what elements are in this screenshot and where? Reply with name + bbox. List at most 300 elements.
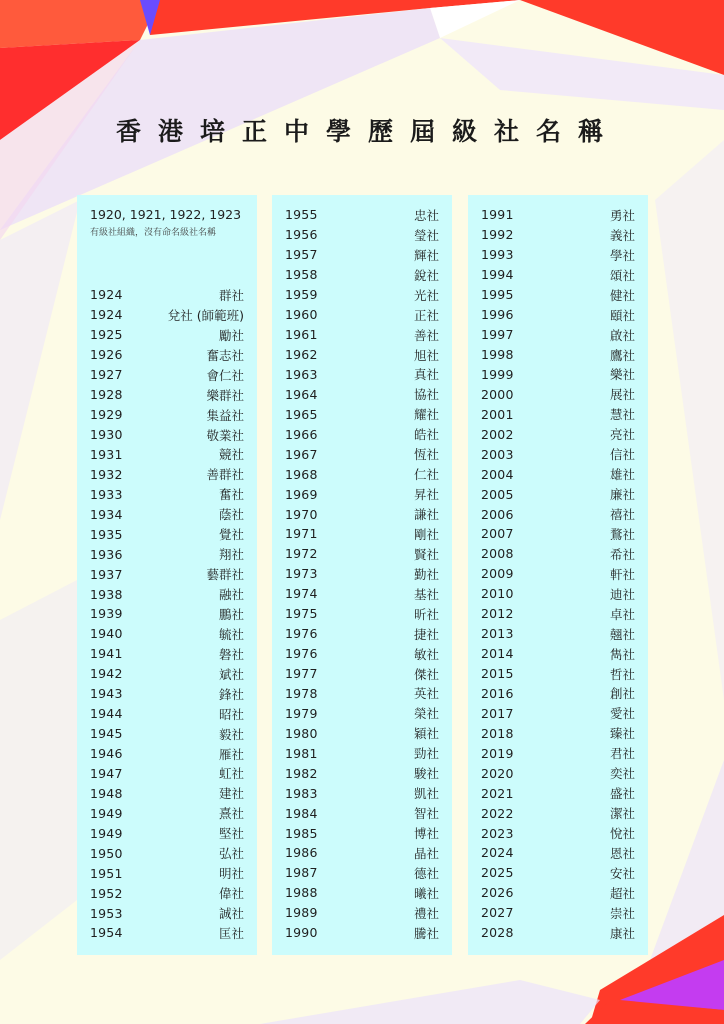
list-item	[90, 823, 244, 843]
list-item	[90, 464, 244, 484]
list-item	[285, 803, 439, 823]
list-item	[285, 883, 439, 903]
class-name: 藝群社	[206, 567, 244, 583]
list-item	[285, 305, 439, 325]
class-year: 1932	[90, 466, 123, 482]
class-name: 信社	[609, 447, 635, 463]
class-name: 競社	[218, 447, 244, 463]
class-name: 敏社	[413, 646, 439, 662]
class-name: 騰社	[413, 925, 439, 941]
list-item	[481, 305, 635, 325]
class-name: 鷹社	[609, 347, 635, 363]
class-name: 廉社	[609, 487, 635, 503]
class-name: 昕社	[413, 606, 439, 622]
class-name: 明社	[218, 866, 244, 882]
list-item	[90, 624, 244, 644]
list-item	[481, 564, 635, 584]
list-item	[90, 325, 244, 345]
class-name: 雋社	[609, 646, 635, 662]
class-name: 博社	[413, 826, 439, 842]
list-item	[90, 863, 244, 883]
list-item	[90, 445, 244, 465]
class-year: 1945	[90, 726, 123, 742]
class-name: 誠社	[218, 906, 244, 922]
class-year: 1949	[90, 805, 123, 821]
list-item	[90, 484, 244, 504]
class-year: 1973	[285, 566, 318, 582]
page-title: 香港培正中學歷屆級社名稱	[115, 117, 620, 146]
list-item	[481, 225, 635, 245]
class-name: 希社	[609, 546, 635, 562]
list-item	[481, 903, 635, 923]
class-year: 1952	[90, 885, 123, 901]
list-item	[285, 903, 439, 923]
column-1	[77, 195, 257, 955]
class-year: 2010	[481, 586, 514, 602]
class-name: 旭社	[413, 347, 439, 363]
class-year: 1985	[285, 825, 318, 841]
class-name: 匡社	[218, 925, 244, 941]
column-2	[272, 195, 452, 955]
class-year: 1944	[90, 706, 123, 722]
class-name: 榮社	[413, 706, 439, 722]
list-item	[285, 703, 439, 723]
class-year: 1992	[481, 227, 514, 243]
list-item	[90, 724, 244, 744]
class-year: 2020	[481, 765, 514, 781]
class-year: 1986	[285, 845, 318, 861]
class-name: 康社	[609, 925, 635, 941]
list-item	[285, 843, 439, 863]
class-name: 磐社	[218, 646, 244, 662]
list-item	[285, 723, 439, 743]
class-name: 銳社	[413, 267, 439, 283]
class-name: 禧社	[609, 507, 635, 523]
class-year: 1964	[285, 386, 318, 402]
class-year: 1978	[285, 685, 318, 701]
list-item	[481, 823, 635, 843]
class-name: 真社	[413, 367, 439, 383]
list-item	[481, 404, 635, 424]
class-year: 1981	[285, 745, 318, 761]
list-item	[481, 664, 635, 684]
list-item	[481, 345, 635, 365]
class-year: 1971	[285, 526, 318, 542]
list-item	[90, 664, 244, 684]
class-year: 1928	[90, 387, 123, 403]
class-name: 軒社	[609, 566, 635, 582]
class-name: 臻社	[609, 726, 635, 742]
class-name: 啟社	[609, 327, 635, 343]
class-name: 崇社	[609, 905, 635, 921]
class-name: 迪社	[609, 586, 635, 602]
class-year: 1951	[90, 865, 123, 881]
class-year: 1933	[90, 486, 123, 502]
list-item	[90, 704, 244, 724]
class-name: 穎社	[413, 726, 439, 742]
class-year: 1995	[481, 287, 514, 303]
class-name: 義社	[609, 227, 635, 243]
class-name: 兌社 (師範班)	[167, 307, 244, 323]
list-item	[285, 345, 439, 365]
class-name: 超社	[609, 885, 635, 901]
list-item	[90, 305, 244, 325]
class-name: 樂社	[609, 367, 635, 383]
class-name: 勤社	[413, 566, 439, 582]
list-item	[481, 684, 635, 704]
class-year: 1935	[90, 526, 123, 542]
list-item	[481, 424, 635, 444]
class-year: 1926	[90, 347, 123, 363]
class-year: 1982	[285, 765, 318, 781]
class-year: 1941	[90, 646, 123, 662]
list-item	[481, 843, 635, 863]
class-name: 堅社	[218, 826, 244, 842]
unnamed-years-heading: 1920, 1921, 1922, 1923	[90, 207, 242, 222]
class-year: 2018	[481, 725, 514, 741]
class-year: 1974	[285, 586, 318, 602]
list-item	[285, 504, 439, 524]
class-year: 2000	[481, 386, 514, 402]
list-item	[285, 664, 439, 684]
class-year: 2024	[481, 845, 514, 861]
class-year: 1977	[285, 666, 318, 682]
list-item	[481, 604, 635, 624]
class-year: 1976	[285, 626, 318, 642]
list-item	[481, 245, 635, 265]
class-name: 斌社	[218, 666, 244, 682]
class-year: 1962	[285, 347, 318, 363]
list-item	[90, 425, 244, 445]
class-year: 1960	[285, 307, 318, 323]
class-year: 2028	[481, 925, 514, 941]
class-list	[481, 205, 635, 943]
class-name: 輝社	[413, 247, 439, 263]
class-name: 群社	[218, 287, 244, 303]
class-year: 1924	[90, 287, 123, 303]
class-list	[285, 205, 439, 943]
class-name: 創社	[609, 686, 635, 702]
class-year: 1939	[90, 606, 123, 622]
class-name: 駿社	[413, 766, 439, 782]
list-item	[481, 484, 635, 504]
list-item	[481, 763, 635, 783]
class-name: 勵社	[218, 327, 244, 343]
class-name: 翔社	[218, 547, 244, 563]
class-year: 1949	[90, 825, 123, 841]
class-year: 1957	[285, 247, 318, 263]
list-item	[481, 803, 635, 823]
class-year: 1930	[90, 427, 123, 443]
list-item	[90, 644, 244, 664]
class-name: 恆社	[413, 447, 439, 463]
class-year: 1984	[285, 805, 318, 821]
list-item	[285, 365, 439, 385]
list-item	[481, 365, 635, 385]
class-year: 2003	[481, 446, 514, 462]
class-year: 1942	[90, 666, 123, 682]
class-name: 皓社	[413, 427, 439, 443]
class-year: 1983	[285, 785, 318, 801]
class-name: 智社	[413, 806, 439, 822]
list-item	[285, 265, 439, 285]
class-name: 君社	[609, 746, 635, 762]
class-year: 2001	[481, 406, 514, 422]
class-name: 蔭社	[218, 507, 244, 523]
class-year: 1989	[285, 905, 318, 921]
class-name: 安社	[609, 865, 635, 881]
class-list	[90, 285, 244, 943]
list-item	[285, 484, 439, 504]
list-item	[90, 345, 244, 365]
list-item	[90, 365, 244, 385]
list-item	[285, 245, 439, 265]
class-year: 1969	[285, 486, 318, 502]
class-year: 1994	[481, 267, 514, 283]
class-name: 學社	[609, 247, 635, 263]
class-name: 勁社	[413, 746, 439, 762]
class-year: 2022	[481, 805, 514, 821]
class-year: 1996	[481, 307, 514, 323]
class-name: 亮社	[609, 427, 635, 443]
list-item	[285, 205, 439, 225]
list-item	[481, 863, 635, 883]
class-year: 1927	[90, 367, 123, 383]
class-name: 毅社	[218, 726, 244, 742]
class-year: 1938	[90, 586, 123, 602]
list-item	[90, 923, 244, 943]
class-name: 毓社	[218, 626, 244, 642]
class-name: 慧社	[609, 407, 635, 423]
list-item	[285, 564, 439, 584]
class-year: 1968	[285, 466, 318, 482]
list-item	[90, 564, 244, 584]
class-name: 鶩社	[609, 526, 635, 542]
class-name: 建社	[218, 786, 244, 802]
class-year: 1980	[285, 725, 318, 741]
class-year: 1953	[90, 905, 123, 921]
class-year: 1929	[90, 407, 123, 423]
list-item	[285, 823, 439, 843]
class-name: 樂群社	[206, 387, 244, 403]
list-item	[90, 803, 244, 823]
class-year: 2002	[481, 426, 514, 442]
list-item	[285, 544, 439, 564]
class-year: 1950	[90, 845, 123, 861]
class-year: 2016	[481, 685, 514, 701]
list-item	[481, 584, 635, 604]
class-name: 鵬社	[218, 606, 244, 622]
class-name: 翹社	[609, 626, 635, 642]
list-item	[90, 604, 244, 624]
list-item	[481, 723, 635, 743]
list-item	[285, 783, 439, 803]
class-year: 2027	[481, 905, 514, 921]
class-name: 賢社	[413, 546, 439, 562]
class-name: 基社	[413, 586, 439, 602]
class-year: 1946	[90, 746, 123, 762]
column-3	[468, 195, 648, 955]
list-item	[481, 504, 635, 524]
class-name: 耀社	[413, 407, 439, 423]
class-name: 奮志社	[206, 347, 244, 363]
list-item	[90, 584, 244, 604]
class-year: 2007	[481, 526, 514, 542]
class-name: 傑社	[413, 666, 439, 682]
class-year: 1991	[481, 207, 514, 223]
list-item	[285, 464, 439, 484]
class-name: 潔社	[609, 806, 635, 822]
class-name: 協社	[413, 387, 439, 403]
class-year: 1987	[285, 865, 318, 881]
class-name: 健社	[609, 287, 635, 303]
class-name: 凱社	[413, 786, 439, 802]
class-name: 會仁社	[206, 367, 244, 383]
class-year: 2009	[481, 566, 514, 582]
class-name: 偉社	[218, 886, 244, 902]
class-name: 昭社	[218, 706, 244, 722]
class-name: 晶社	[413, 845, 439, 861]
class-year: 2015	[481, 666, 514, 682]
class-name: 盛社	[609, 786, 635, 802]
class-name: 正社	[413, 307, 439, 323]
unnamed-years-note: 有級社組織，沒有命名級社名稱	[90, 228, 217, 238]
class-name: 集益社	[206, 407, 244, 423]
list-item	[481, 265, 635, 285]
class-year: 1959	[285, 287, 318, 303]
list-item	[481, 644, 635, 664]
class-name: 光社	[413, 287, 439, 303]
list-item	[90, 405, 244, 425]
class-year: 1966	[285, 426, 318, 442]
class-year: 1993	[481, 247, 514, 263]
class-year: 2004	[481, 466, 514, 482]
column-spacer	[90, 245, 244, 285]
class-name: 敬業社	[206, 427, 244, 443]
class-year: 1976	[285, 646, 318, 662]
class-year: 1963	[285, 366, 318, 382]
list-item	[285, 384, 439, 404]
class-year: 2026	[481, 885, 514, 901]
class-name: 熹社	[218, 806, 244, 822]
list-item	[90, 504, 244, 524]
class-year: 1943	[90, 686, 123, 702]
class-name: 虹社	[218, 766, 244, 782]
list-item	[285, 584, 439, 604]
list-item	[481, 923, 635, 943]
list-item	[481, 464, 635, 484]
class-name: 頌社	[609, 267, 635, 283]
class-year: 2017	[481, 705, 514, 721]
list-item	[285, 225, 439, 245]
class-year: 1948	[90, 785, 123, 801]
list-item	[285, 404, 439, 424]
class-name: 奕社	[609, 766, 635, 782]
list-item	[481, 205, 635, 225]
class-year: 1970	[285, 506, 318, 522]
class-year: 1972	[285, 546, 318, 562]
class-name: 展社	[609, 387, 635, 403]
class-year: 1997	[481, 327, 514, 343]
class-name: 奮社	[218, 487, 244, 503]
class-name: 弘社	[218, 846, 244, 862]
class-year: 2006	[481, 506, 514, 522]
class-year: 1979	[285, 705, 318, 721]
list-item	[285, 424, 439, 444]
list-item	[481, 544, 635, 564]
class-name: 謙社	[413, 507, 439, 523]
list-item	[285, 524, 439, 544]
class-name: 善社	[413, 327, 439, 343]
class-year: 2021	[481, 785, 514, 801]
class-name: 忠社	[413, 207, 439, 223]
list-item	[481, 743, 635, 763]
class-year: 2012	[481, 606, 514, 622]
class-year: 1988	[285, 885, 318, 901]
class-year: 1955	[285, 207, 318, 223]
class-name: 頤社	[609, 307, 635, 323]
class-name: 德社	[413, 865, 439, 881]
list-item	[481, 703, 635, 723]
class-name: 卓社	[609, 606, 635, 622]
list-item	[285, 763, 439, 783]
class-name: 禮社	[413, 905, 439, 921]
class-year: 1998	[481, 347, 514, 363]
list-item	[90, 783, 244, 803]
class-name: 捷社	[413, 626, 439, 642]
class-year: 1990	[285, 925, 318, 941]
class-name: 勇社	[609, 207, 635, 223]
list-item	[285, 604, 439, 624]
list-item	[285, 444, 439, 464]
class-year: 1925	[90, 327, 123, 343]
class-name: 哲社	[609, 666, 635, 682]
list-item	[90, 883, 244, 903]
class-name: 善群社	[206, 467, 244, 483]
class-name: 仁社	[413, 467, 439, 483]
class-name: 恩社	[609, 845, 635, 861]
list-item	[90, 544, 244, 564]
class-name: 昇社	[413, 487, 439, 503]
class-year: 1934	[90, 506, 123, 522]
class-year: 2023	[481, 825, 514, 841]
class-name: 悅社	[609, 826, 635, 842]
class-year: 1936	[90, 546, 123, 562]
class-year: 2013	[481, 626, 514, 642]
class-year: 2025	[481, 865, 514, 881]
list-item	[285, 863, 439, 883]
class-year: 1931	[90, 446, 123, 462]
list-item	[90, 684, 244, 704]
list-item	[481, 285, 635, 305]
class-name: 曦社	[413, 885, 439, 901]
class-year: 2014	[481, 646, 514, 662]
class-name: 雄社	[609, 467, 635, 483]
class-year: 1961	[285, 327, 318, 343]
list-item	[481, 783, 635, 803]
list-item	[90, 524, 244, 544]
class-year: 2005	[481, 486, 514, 502]
class-name: 鋒社	[218, 686, 244, 702]
list-item	[481, 384, 635, 404]
class-year: 1958	[285, 267, 318, 283]
list-item	[285, 624, 439, 644]
list-item	[285, 743, 439, 763]
list-item	[90, 903, 244, 923]
class-year: 1956	[285, 227, 318, 243]
list-item	[90, 764, 244, 784]
class-name: 雁社	[218, 746, 244, 762]
